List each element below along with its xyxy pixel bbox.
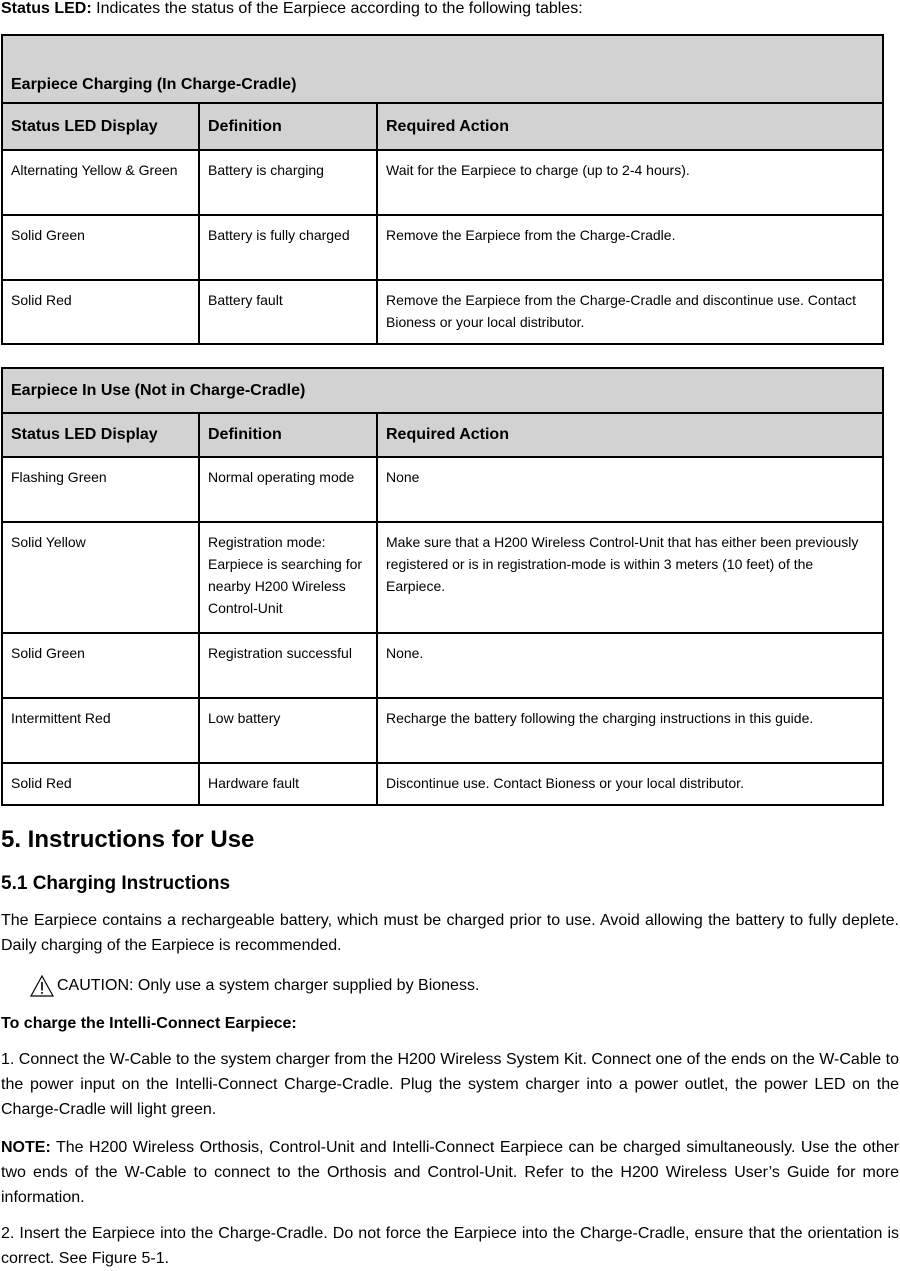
column-header: Definition	[199, 103, 377, 150]
table-row	[2, 280, 883, 344]
table-cell: Registration mode: Earpiece is searching for nearby H200 Wireless Control-Unit	[199, 522, 377, 633]
intro-label: Status LED:	[1, 0, 92, 17]
table-cell: Hardware fault	[199, 763, 377, 805]
table-row	[2, 698, 883, 763]
table-cell: None.	[377, 633, 883, 698]
note-text: The H200 Wireless Orthosis, Control-Unit and Intelli-Connect Earpiece can be charged simultaneously. Use the other two ends of the W-Cable to connect to the Orthosis and Control-Unit. Refer to the H200 Wireless User’s Guide for more information.	[1, 1139, 899, 1206]
caution-text: CAUTION: Only use a system charger supplied by Bioness.	[57, 977, 480, 994]
section-heading: 5. Instructions for Use	[1, 826, 255, 853]
table-cell: Solid Green	[2, 215, 199, 280]
table-row	[2, 150, 883, 215]
table-row	[2, 457, 883, 522]
column-header: Status LED Display	[2, 413, 199, 457]
table-cell: Flashing Green	[2, 457, 199, 522]
table-cell: Discontinue use. Contact Bioness or your local distributor.	[377, 763, 883, 805]
table-cell: Recharge the battery following the charging instructions in this guide.	[377, 698, 883, 763]
table-cell: Alternating Yellow & Green	[2, 150, 199, 215]
table-cell: Solid Red	[2, 763, 199, 805]
note-paragraph	[1, 1135, 899, 1210]
step-2: 2. Insert the Earpiece into the Charge-Cradle. Do not force the Earpiece into the Charge-Cradle, ensure that the orientation is correct. See Figure 5-1.	[1, 1225, 899, 1267]
table-cell: Make sure that a H200 Wireless Control-Unit that has either been previously registered or is in registration-mode is within 3 meters (10 feet) of the Earpiece.	[377, 522, 883, 633]
table-cell: Remove the Earpiece from the Charge-Cradle.	[377, 215, 883, 280]
caution-notice	[30, 974, 479, 998]
table-cell: Wait for the Earpiece to charge (up to 2-4 hours).	[377, 150, 883, 215]
table-cell: Battery is charging	[199, 150, 377, 215]
table-row	[2, 215, 883, 280]
table-cell: Normal operating mode	[199, 457, 377, 522]
table-cell: Low battery	[199, 698, 377, 763]
warning-triangle-icon	[30, 975, 54, 997]
note-label: NOTE:	[1, 1139, 51, 1156]
column-header: Definition	[199, 413, 377, 457]
subsection-heading: 5.1 Charging Instructions	[1, 873, 231, 894]
step-1: 1. Connect the W-Cable to the system charger from the H200 Wireless System Kit. Connect one of the ends on the W-Cable to the power input on the Intelli-Connect Charge-Cradle. Plug the system charger into a power outlet, the power LED on the Charge-Cradle will light green.	[1, 1051, 899, 1118]
table-cell: Solid Red	[2, 280, 199, 344]
table-row	[2, 633, 883, 698]
table-cell: Solid Yellow	[2, 522, 199, 633]
intro-text: Indicates the status of the Earpiece according to the following tables:	[91, 0, 583, 17]
table-cell: Registration successful	[199, 633, 377, 698]
table-cell: Battery is fully charged	[199, 215, 377, 280]
table-row	[2, 763, 883, 805]
procedure-title: To charge the Intelli-Connect Earpiece:	[1, 1015, 297, 1032]
column-header: Status LED Display	[2, 103, 199, 150]
table-cell: Battery fault	[199, 280, 377, 344]
earpiece-in-use-table	[1, 367, 884, 806]
earpiece-charging-table	[1, 34, 884, 345]
table-cell: Intermittent Red	[2, 698, 199, 763]
column-header: Required Action	[377, 103, 883, 150]
battery-paragraph: The Earpiece contains a rechargeable battery, which must be charged prior to use. Avoid allowing the battery to fully deplete. Daily charging of the Earpiece is recommended.	[1, 912, 899, 954]
column-header: Required Action	[377, 413, 883, 457]
table-title: Earpiece Charging (In Charge-Cradle)	[2, 35, 883, 103]
table-cell: Remove the Earpiece from the Charge-Cradle and discontinue use. Contact Bioness or your local distributor.	[377, 280, 883, 344]
table-cell: None	[377, 457, 883, 522]
status-led-intro	[1, 0, 583, 18]
table-cell: Solid Green	[2, 633, 199, 698]
table-row	[2, 522, 883, 633]
table-title: Earpiece In Use (Not in Charge-Cradle)	[2, 368, 883, 413]
